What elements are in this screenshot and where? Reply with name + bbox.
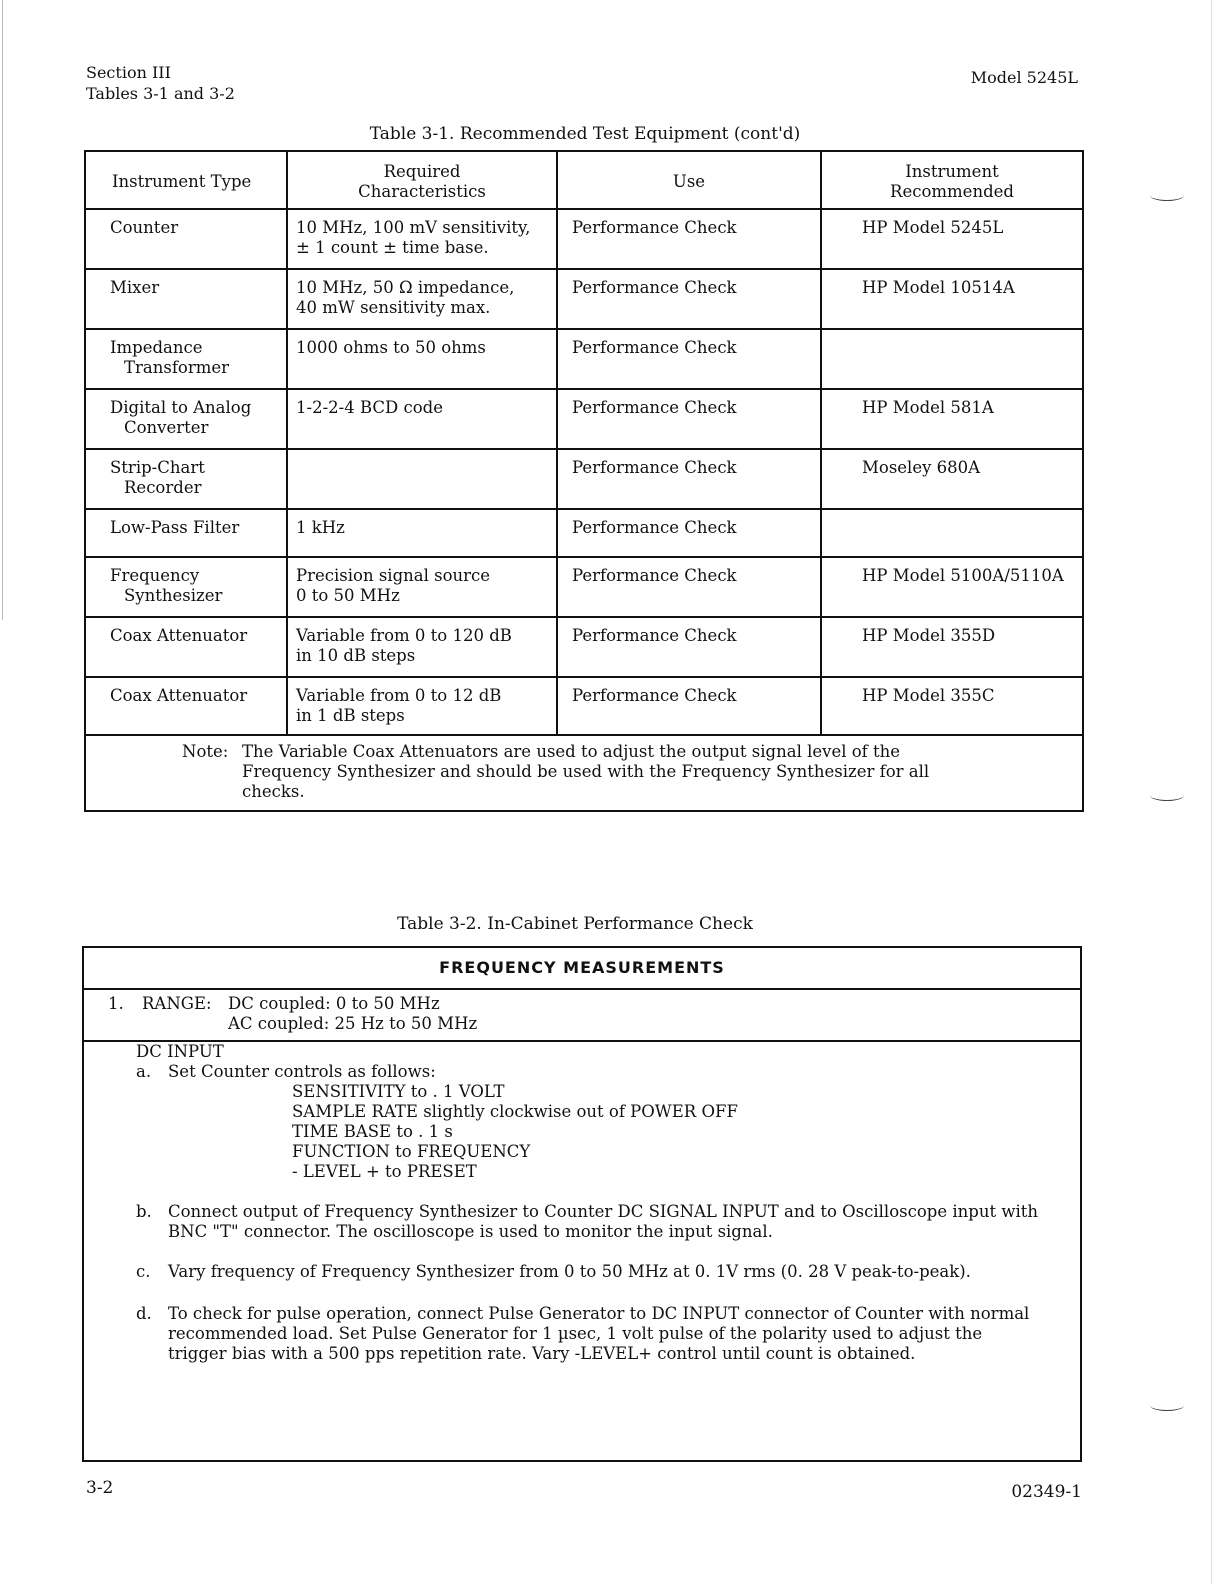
dc-input-heading: DC INPUT <box>136 1042 224 1061</box>
instrument-recommended: Moseley 680A <box>821 449 1083 509</box>
control-settings <box>292 1082 738 1182</box>
page-edge <box>1211 0 1212 1584</box>
characteristics: 1-2-2-4 BCD code <box>287 389 557 449</box>
use-cell: Performance Check <box>557 449 821 509</box>
table-row <box>85 557 1083 617</box>
tables-label: Tables 3-1 and 3-2 <box>86 84 235 103</box>
table-caption: Table 3-2. In-Cabinet Performance Check <box>397 914 753 934</box>
note-cell <box>85 735 1083 811</box>
characteristics: Variable from 0 to 12 dB in 1 dB steps <box>287 677 557 735</box>
instrument-recommended <box>821 509 1083 557</box>
use-cell: Performance Check <box>557 389 821 449</box>
table-row <box>85 677 1083 735</box>
note-text: The Variable Coax Attenuators are used to adjust the output signal level of the Frequency Synthesizer and should be used with the Frequency Synthesizer for all checks. <box>242 742 930 801</box>
margin-mark <box>1150 190 1184 201</box>
table-row <box>85 209 1083 269</box>
instrument-recommended: HP Model 5245L <box>821 209 1083 269</box>
range-ac: AC coupled: 25 Hz to 50 MHz <box>228 1014 478 1033</box>
characteristics: 10 MHz, 50 Ω impedance, 40 mW sensitivity max. <box>287 269 557 329</box>
note-label: Note: <box>182 742 229 761</box>
instrument-type: Strip-Chart Recorder <box>85 449 287 509</box>
use-cell: Performance Check <box>557 677 821 735</box>
page-header <box>86 62 235 104</box>
table-row <box>85 389 1083 449</box>
use-cell: Performance Check <box>557 617 821 677</box>
instrument-type: Counter <box>85 209 287 269</box>
range-row <box>84 990 1080 1042</box>
range-dc: DC coupled: 0 to 50 MHz <box>228 994 440 1013</box>
table-row <box>85 509 1083 557</box>
instrument-recommended: HP Model 581A <box>821 389 1083 449</box>
control-setting: - LEVEL + to PRESET <box>292 1162 477 1181</box>
performance-check-table: FREQUENCY MEASUREMENTS 1. RANGE: DC coupled: 0 to 50 MHz AC coupled: 25 Hz to 50 MHz DC INPUT a. Set Counter controls as follows: SENSITIVITY to . 1 VOLT SAMPLE RATE slightly clockwise out of POWER OFF TIME BASE to . 1 s FUNCTION to FREQUENCY - LEVEL + to PRESET b. Connect output of Frequency Synthesizer to Counter DC SIGNAL INPUT and to Oscilloscope input with BNC "T" connector. The oscilloscope is used to monitor the input signal. c. Vary frequency of Frequency Synthesizer from 0 to 50 MHz at 0. 1V rms (0. 28 V peak-to-peak). d. To check for pulse operation, connect Pulse Generator to DC INPUT connector of Counter with normal recommended load. Set Pulse Generator for 1 µsec, 1 volt pulse of the polarity used to adjust the trigger bias with a 500 pps repetition rate. Vary -LEVEL+ control until count is obtained. <box>82 946 1082 1462</box>
characteristics <box>287 449 557 509</box>
control-setting: TIME BASE to . 1 s <box>292 1122 453 1141</box>
column-header: Use <box>557 151 821 209</box>
column-header: Required Characteristics <box>287 151 557 209</box>
margin-mark <box>1150 790 1184 801</box>
page-edge <box>2 0 3 620</box>
instrument-recommended: HP Model 355C <box>821 677 1083 735</box>
page-number: 3-2 <box>86 1478 114 1498</box>
test-equipment-table <box>84 150 1084 812</box>
instrument-type: Digital to Analog Converter <box>85 389 287 449</box>
use-cell: Performance Check <box>557 269 821 329</box>
note-row <box>85 735 1083 811</box>
control-setting: FUNCTION to FREQUENCY <box>292 1142 531 1161</box>
table-row <box>85 329 1083 389</box>
instrument-type: Low-Pass Filter <box>85 509 287 557</box>
range-label: RANGE: <box>142 994 212 1013</box>
section-label: Section III <box>86 63 171 82</box>
use-cell: Performance Check <box>557 209 821 269</box>
use-cell: Performance Check <box>557 509 821 557</box>
instrument-recommended: HP Model 355D <box>821 617 1083 677</box>
margin-mark <box>1150 1400 1184 1411</box>
column-header: Instrument Type <box>85 151 287 209</box>
table-row <box>85 269 1083 329</box>
model-label: Model 5245L <box>970 68 1078 87</box>
item-number: 1. <box>108 994 124 1013</box>
instrument-recommended: HP Model 10514A <box>821 269 1083 329</box>
characteristics: Precision signal source 0 to 50 MHz <box>287 557 557 617</box>
characteristics: 1 kHz <box>287 509 557 557</box>
instrument-recommended <box>821 329 1083 389</box>
table-caption: Table 3-1. Recommended Test Equipment (cont'd) <box>369 124 801 144</box>
section-heading: FREQUENCY MEASUREMENTS <box>84 948 1080 990</box>
control-setting: SAMPLE RATE slightly clockwise out of POWER OFF <box>292 1102 738 1121</box>
instrument-type: Frequency Synthesizer <box>85 557 287 617</box>
use-cell: Performance Check <box>557 329 821 389</box>
column-header: Instrument Recommended <box>821 151 1083 209</box>
table-row <box>85 617 1083 677</box>
table-row <box>85 449 1083 509</box>
instrument-type: Coax Attenuator <box>85 617 287 677</box>
instrument-type: Mixer <box>85 269 287 329</box>
instrument-type: Impedance Transformer <box>85 329 287 389</box>
document-number: 02349-1 <box>1011 1482 1082 1502</box>
characteristics: 10 MHz, 100 mV sensitivity, ± 1 count ± time base. <box>287 209 557 269</box>
characteristics: 1000 ohms to 50 ohms <box>287 329 557 389</box>
control-setting: SENSITIVITY to . 1 VOLT <box>292 1082 505 1101</box>
instrument-recommended: HP Model 5100A/5110A <box>821 557 1083 617</box>
instrument-type: Coax Attenuator <box>85 677 287 735</box>
table-header-row <box>85 151 1083 209</box>
characteristics: Variable from 0 to 120 dB in 10 dB steps <box>287 617 557 677</box>
use-cell: Performance Check <box>557 557 821 617</box>
